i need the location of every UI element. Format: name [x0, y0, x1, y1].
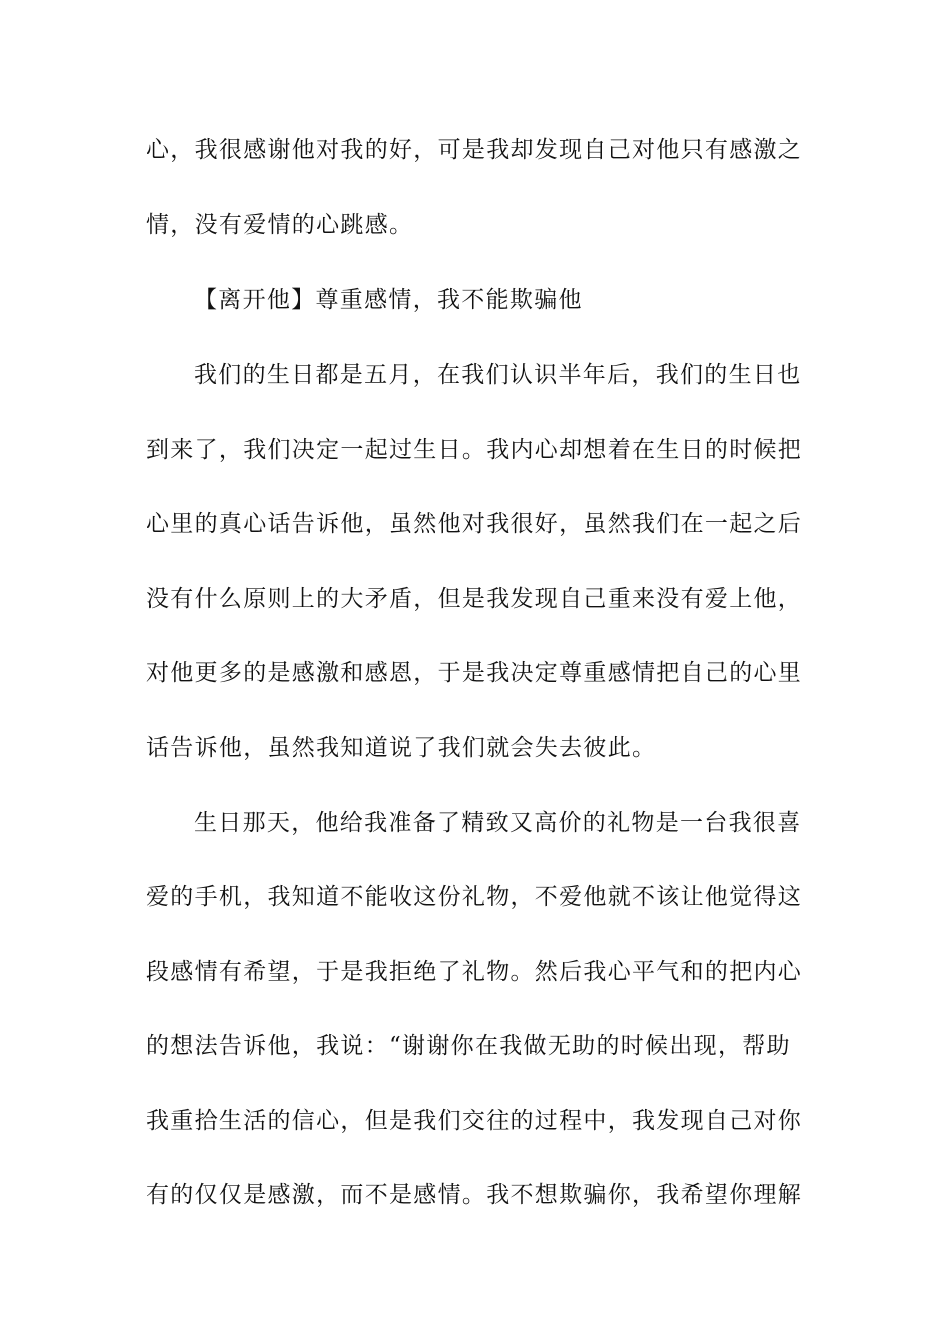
text-line: 我们的生日都是五月，在我们认识半年后，我们的生日也 [194, 362, 802, 388]
text-line: 情，没有爱情的心跳感。 [146, 212, 414, 238]
text-line: 段感情有希望，于是我拒绝了礼物。然后我心平气和的把内心 [146, 959, 803, 985]
text-line: 对他更多的是感激和感恩，于是我决定尊重感情把自己的心里 [146, 660, 803, 686]
text-line: 心，我很感谢他对我的好，可是我却发现自己对他只有感激之 [146, 137, 803, 163]
section-heading: 【离开他】尊重感情，我不能欺骗他 [194, 287, 583, 313]
text-line: 爱的手机，我知道不能收这份礼物，不爱他就不该让他觉得这 [146, 884, 803, 910]
text-line: 到来了，我们决定一起过生日。我内心却想着在生日的时候把 [146, 437, 803, 463]
text-line: 心里的真心话告诉他，虽然他对我很好，虽然我们在一起之后 [146, 511, 803, 537]
text-line: 我重拾生活的信心，但是我们交往的过程中，我发现自己对你 [146, 1108, 803, 1134]
text-line: 生日那天，他给我准备了精致又高价的礼物是一台我很喜 [194, 810, 802, 836]
text-line: 没有什么原则上的大矛盾，但是我发现自己重来没有爱上他， [146, 586, 803, 612]
text-line: 话告诉他，虽然我知道说了我们就会失去彼此。 [146, 735, 657, 761]
text-line: 的想法告诉他，我说：“谢谢你在我做无助的时候出现，帮助 [146, 1033, 791, 1059]
text-line: 有的仅仅是感激，而不是感情。我不想欺骗你，我希望你理解 [146, 1182, 803, 1208]
